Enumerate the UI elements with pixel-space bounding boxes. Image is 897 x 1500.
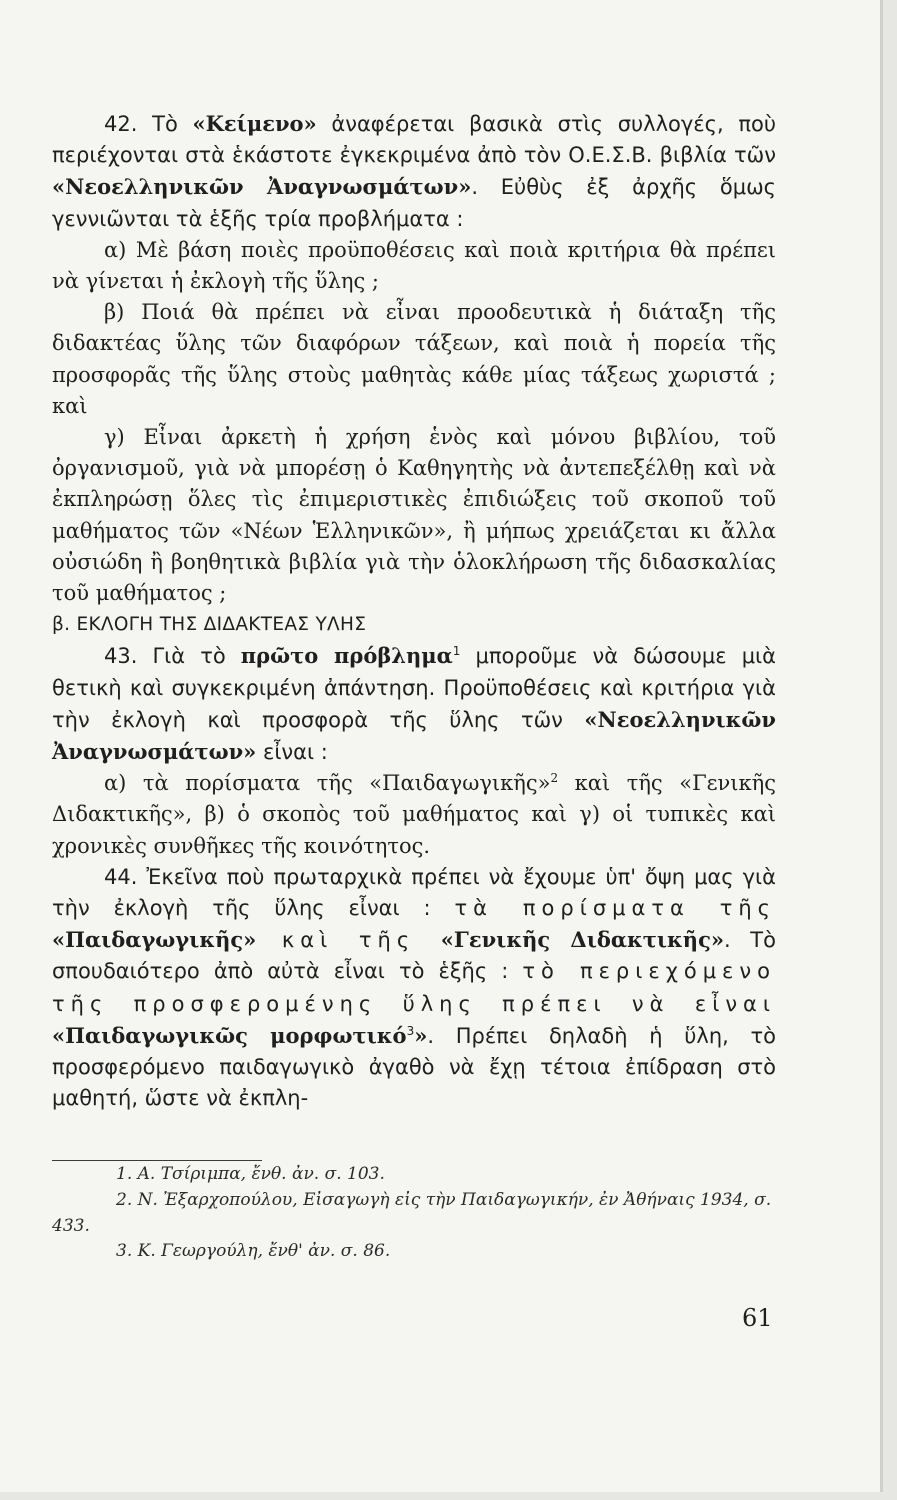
paragraph-42: 42. Τὸ «Κείμενο» ἀναφέρεται βασικὰ στὶς συλλογές, ποὺ περιέχονται στὰ ἑκάστοτε ἐγκεκριμένα ἀπὸ τὸν Ο.Ε.Σ.Β. βιβλία τῶν «Νεοελληνικῶν Ἀναγνωσμάτων». Εὐθὺς ἐξ ἀρχῆς ὅμως γεννιῶνται τὰ ἑξῆς τρία προβλήματα : [52,111,776,231]
footnote-3: 3. Κ. Γεωργούλη, ἔνθ' ἀν. σ. 86. [116,1241,391,1262]
paragraph-42-c: γ) Εἶναι ἀρκετὴ ἡ χρήση ἑνὸς καὶ μόνου βιβλίου, τοῦ ὀργανισμοῦ, γιὰ νὰ μπορέσῃ ὁ Καθηγητὴς νὰ ἀντεπεξέλθῃ καὶ νὰ ἐκπληρώσῃ ὅλες τὶς ἐπιμεριστικὲς ἐπιδιώξεις τοῦ σκοποῦ τοῦ μαθήματος τῶν «Νέων Ἑλληνικῶν», ἢ μήπως χρειάζεται κι ἄλλα οὐσιώδη ἢ βοηθητικὰ βιβλία γιὰ τὴν ὁλοκλήρωση τῆς διδασκαλίας τοῦ μαθήματος ; [52,425,776,606]
paragraph-43: 43. Γιὰ τὸ πρῶτο πρόβλημα$^1$ μποροῦμε νὰ δώσουμε μιὰ θετικὴ καὶ συγκεκριμένη ἀπάντηση. Προϋποθέσεις καὶ κριτήρια γιὰ τὴν ἐκλογὴ καὶ προσφορὰ τῆς ὕλης τῶν «Νεοελληνικῶν Ἀναγνωσμάτων» εἶναι : [52,643,777,765]
footnote-2: 2. Ν. Ἐξαρχοπούλου, Εἰσαγωγὴ εἰς τὴν Παιδαγωγικήν, ἐν Ἀθήναις 1934, σ. 433. [52,1189,772,1236]
paragraph-42-b: β) Ποιά θὰ πρέπει νὰ εἶναι προοδευτικὰ ἡ διάταξη τῆς διδακτέας ὕλης τῶν διαφόρων τάξεων, καὶ ποιὰ ἡ πορεία τῆς προσφορᾶς τῆς ὕλης στοὺς μαθητὰς κάθε μίας τάξεως χωριστά ; καὶ [52,300,776,418]
paragraph-44: 44. Ἐκεῖνα ποὺ πρωταρχικὰ πρέπει νὰ ἔχουμε ὑπ' ὄψη μας γιὰ τὴν ἐκλογὴ τῆς ὕλης εἶναι : τὰ πορίσματα τῆς «Παιδαγωγικῆς» καὶ τῆς «Γενικῆς Διδακτικῆς». Τὸ σπουδαιότερο ἀπὸ αὐτὰ εἶναι τὸ ἑξῆς : τὸ περιεχόμενο τῆς προσφερομένης ὕλης πρέπει νὰ εἶναι «Παιδαγωγικῶς μορφωτικό$^3$». Πρέπει δηλαδὴ ἡ ὕλη, τὸ προσφερόμενο παιδαγωγικὸ ἀγαθὸ νὰ ἔχῃ τέτοια ἐπίδραση στὸ μαθητή, ὥστε νὰ ἐκπλη- [52,864,776,1111]
footnote-divider [52,1160,262,1161]
footnotes [52,1162,776,1265]
paragraph-42-a: α) Μὲ βάση ποιὲς προϋποθέσεις καὶ ποιὰ κριτήρια θὰ πρέπει νὰ γίνεται ἡ ἐκλογὴ τῆς ὕλης ; [52,237,776,294]
section-heading: β. ΕΚΛΟΓΗ ΤΗΣ ΔΙΔΑΚΤΕΑΣ ΥΛΗΣ [52,614,367,636]
page-number: 61 [742,1304,773,1332]
footnote-1: 1. Α. Τσίριμπα, ἔνθ. ἀν. σ. 103. [116,1164,385,1184]
body-text [52,108,776,1115]
paragraph-43-a: α) τὰ πορίσματα τῆς «Παιδαγωγικῆς»$^2$ καὶ τῆς «Γενικῆς Διδακτικῆς», β) ὁ σκοπὸς τοῦ μαθήματος καὶ γ) οἱ τυπικὲς καὶ χρονικὲς συνθῆκες τῆς κοινότητος. [52,771,777,858]
